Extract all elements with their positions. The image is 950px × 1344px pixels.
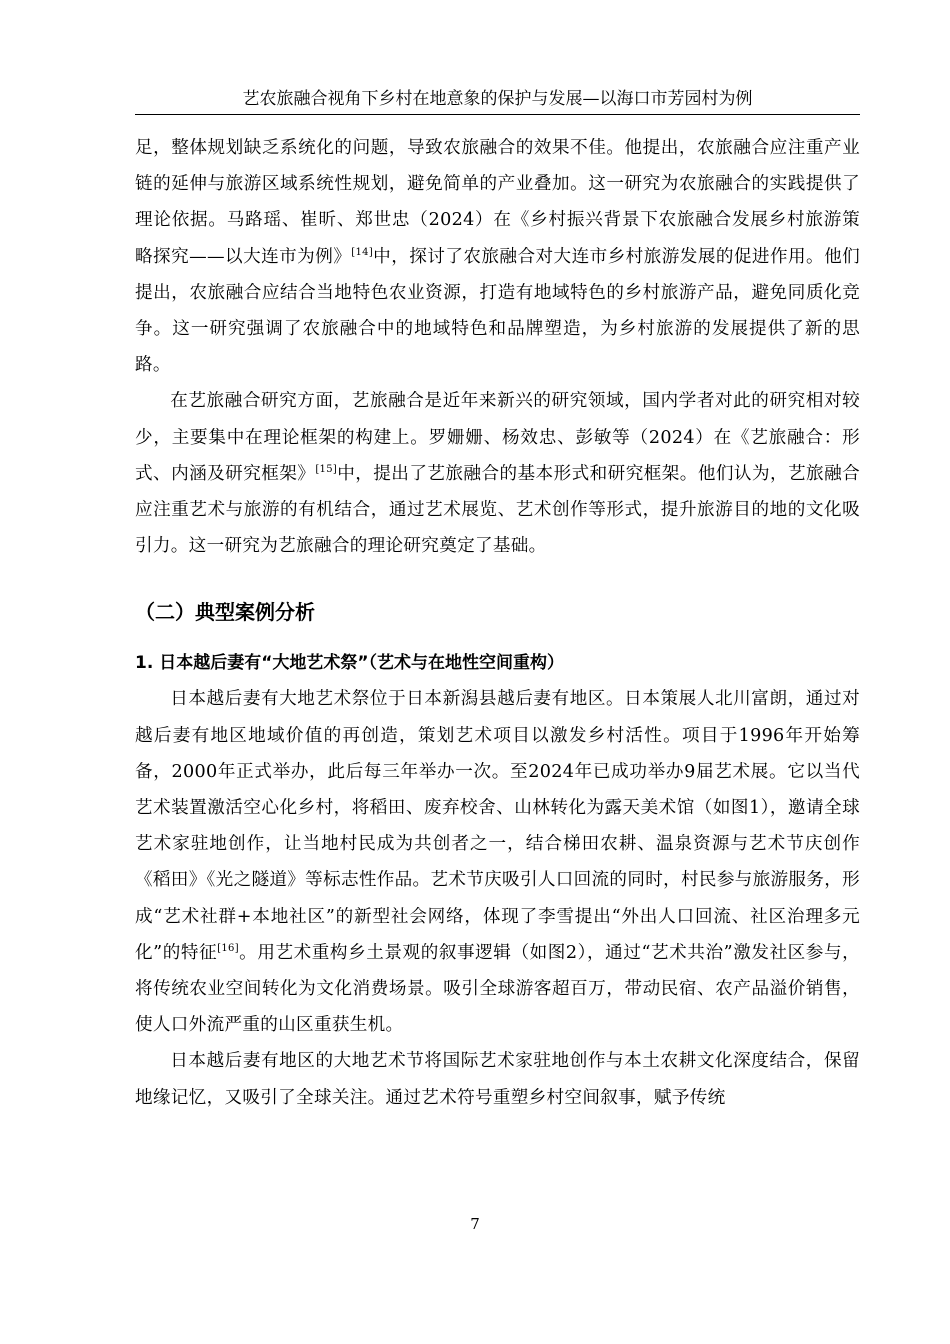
running-header-title: 艺农旅融合视角下乡村在地意象的保护与发展—以海口市芳园村为例: [242, 89, 753, 109]
running-header: [135, 84, 860, 115]
page-body: [135, 130, 860, 1116]
citation-ref: [15]: [315, 463, 338, 475]
page-number: 7: [470, 1215, 480, 1233]
paragraph-art-tourism: [135, 383, 860, 564]
citation-ref: [16]: [217, 943, 239, 954]
paragraph-text: 中，提出了艺旅融合的基本形式和研究框架。他们认为，艺旅融合应注重艺术与旅游的有机结合，通过艺术展览、艺术创作等形式，提升旅游目的地的文化吸引力。这一研究为艺旅融合的理论研究奠定了基础。: [135, 463, 860, 557]
paragraph-text: 足，整体规划缺乏系统化的问题，导致农旅融合的效果不佳。他提出，农旅融合应注重产业链的延伸与旅游区域系统性规划，避免简单的产业叠加。这一研究为农旅融合的实践提供了理论依据。马路瑶、崔昕、郑世忠（2024）在《乡村振兴背景下农旅融合发展乡村旅游策略探究——以大连市为例》: [135, 138, 860, 267]
paragraph-text: 中，探讨了农旅融合对大连市乡村旅游发展的促进作用。他们提出，农旅融合应结合当地特色农业资源，打造有地域特色的乡村旅游产品，避免同质化竞争。这一研究强调了农旅融合中的地域特色和品牌塑造，为乡村旅游的发展提供了新的思路。: [135, 246, 860, 376]
subsection-heading: 1. 日本越后妻有“大地艺术祭”（艺术与在地性空间重构）: [135, 653, 565, 674]
paragraph-text: 日本越后妻有地区的大地艺术节将国际艺术家驻地创作与本土农耕文化深度结合，保留地缘记忆，又吸引了全球关注。通过艺术符号重塑乡村空间叙事，赋予传统: [135, 1051, 860, 1108]
paragraph-continued: [135, 130, 860, 383]
citation-ref: [14]: [351, 246, 374, 258]
section-heading: （二）典型案例分析: [135, 600, 315, 625]
paragraph-art-festival: [135, 1043, 860, 1115]
paragraph-echigo-tsumari: [135, 681, 860, 1043]
paragraph-text: 。用艺术重构乡土景观的叙事逻辑（如图2），通过“艺术共治”激发社区参与，将传统农业空间转化为文化消费场景。吸引全球游客超百万，带动民宿、农产品溢价销售，使人口外流严重的山区重获生机。: [135, 942, 861, 1036]
paragraph-text: 在艺旅融合研究方面，艺旅融合是近年来新兴的研究领域，国内学者对此的研究相对较少，主要集中在理论框架的构建上。罗姗姗、杨效忠、彭敏等（2024）在《艺旅融合：形式、内涵及研究框架》: [135, 391, 860, 484]
paragraph-text: 日本越后妻有大地艺术祭位于日本新潟县越后妻有地区。日本策展人北川富朗，通过对越后妻有地区地域价值的再创造，策划艺术项目以激发乡村活性。项目于1996年开始筹备，2000年正式举办，此后每三年举办一次。至2024年已成功举办9届艺术展。它以当代艺术装置激活空心化乡村，将稻田、废弃校舍、山林转化为露天美术馆（如图1），邀请全球艺术家驻地创作，让当地村民成为共创者之一，结合梯田农耕、温泉资源与艺术节庆创作《稻田》《光之隧道》等标志性作品。艺术节庆吸引人口回流的同时，村民参与旅游服务，形成“艺术社群+本地社区”的新型社会网络，体现了李雪提出“外出人口回流、社区治理多元化”的特征: [135, 689, 860, 963]
